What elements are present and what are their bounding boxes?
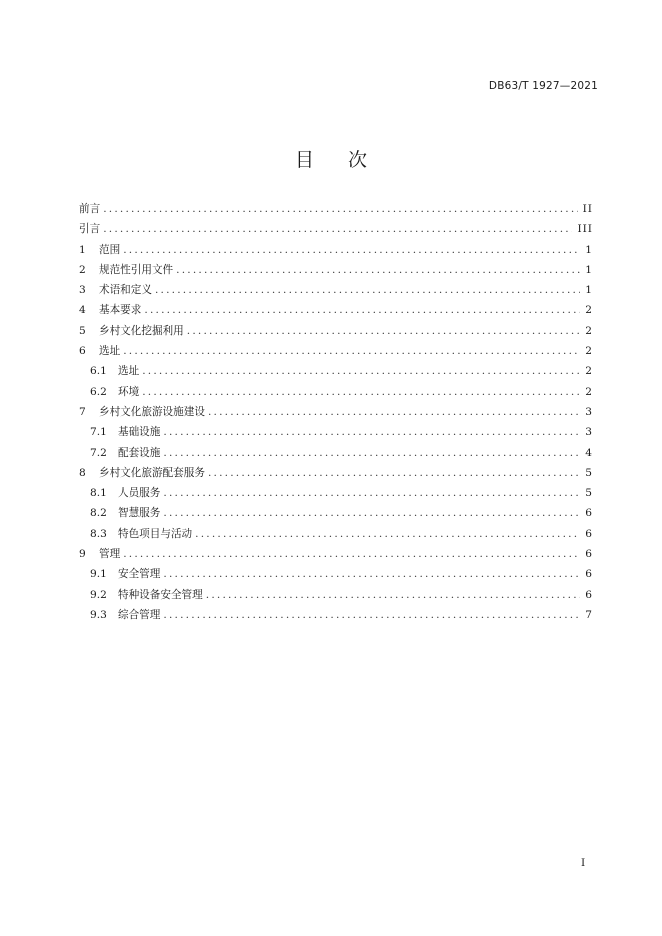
- toc-entry[interactable]: [79, 321, 593, 341]
- toc-entry-number: 9.2: [90, 588, 107, 601]
- toc-entry-number: 8: [79, 466, 86, 479]
- toc-entry-number: 9.1: [90, 568, 107, 581]
- toc-entry[interactable]: [79, 483, 593, 503]
- toc-entry-label: 安全管理: [118, 568, 161, 581]
- toc-entry-label: 选址: [99, 345, 121, 358]
- toc-entry-label: 乡村文化挖掘利用: [99, 324, 184, 337]
- toc-entry-label: 综合管理: [118, 608, 161, 621]
- toc-entry-number: 9.3: [90, 608, 107, 621]
- toc-entry[interactable]: [79, 300, 593, 320]
- toc-entry-label: 人员服务: [118, 487, 161, 500]
- toc-entry-label: 范围: [99, 243, 121, 256]
- toc-entry-page: 1: [585, 263, 593, 276]
- dot-leader: [142, 361, 580, 381]
- toc-entry-page: 6: [585, 568, 593, 581]
- toc-entry-number: 4: [79, 304, 86, 317]
- dot-leader: [123, 341, 580, 361]
- toc-entry-page: 1: [585, 284, 593, 297]
- dot-leader: [206, 585, 581, 605]
- toc-entry[interactable]: [79, 219, 593, 239]
- toc-entry-page: 5: [585, 466, 593, 479]
- toc-entry-page: 5: [585, 487, 593, 500]
- toc-entry[interactable]: [79, 280, 593, 300]
- toc-entry-label: 引言: [79, 223, 101, 236]
- toc-entry-number: 6.1: [90, 365, 107, 378]
- toc-entry-label: 基本要求: [99, 304, 142, 317]
- toc-entry[interactable]: [79, 605, 593, 625]
- toc-entry-label: 管理: [99, 548, 121, 561]
- dot-leader: [187, 321, 581, 341]
- dot-leader: [195, 524, 580, 544]
- toc-entry-label: 乡村文化旅游设施建设: [99, 405, 205, 418]
- toc-entry-page: 3: [585, 405, 593, 418]
- dot-leader: [163, 443, 580, 463]
- toc-entry-page: 3: [585, 426, 593, 439]
- toc-entry[interactable]: [79, 503, 593, 523]
- toc-entry-page: 2: [585, 365, 593, 378]
- toc-entry-page: 4: [585, 446, 593, 459]
- toc-entry-label: 特色项目与活动: [118, 527, 193, 540]
- toc-entry-page: 2: [585, 345, 593, 358]
- toc-entry-label: 术语和定义: [99, 284, 152, 297]
- toc-entry-number: 1: [79, 243, 86, 256]
- toc-entry[interactable]: [79, 341, 593, 361]
- toc-entry[interactable]: [79, 361, 593, 381]
- toc-entry[interactable]: [79, 382, 593, 402]
- toc-entry-number: 6: [79, 345, 86, 358]
- toc-entry-page: 6: [585, 507, 593, 520]
- page-title: [0, 145, 662, 172]
- toc-entry-label: 配套设施: [118, 446, 161, 459]
- toc-entry-number: 3: [79, 284, 86, 297]
- toc-entry-label: 基础设施: [118, 426, 161, 439]
- toc-entry-number: 2: [79, 263, 86, 276]
- toc-entry[interactable]: [79, 402, 593, 422]
- title-char-1: 目: [294, 149, 314, 171]
- table-of-contents: [79, 199, 593, 625]
- dot-leader: [163, 503, 580, 523]
- toc-entry-page: 1: [585, 243, 593, 256]
- toc-entry-label: 前言: [79, 203, 101, 215]
- toc-entry-number: 7.2: [90, 446, 107, 459]
- toc-entry-label: 规范性引用文件: [99, 263, 174, 276]
- toc-entry-number: 7.1: [90, 426, 107, 439]
- toc-entry-label: 选址: [118, 365, 140, 378]
- toc-entry-number: 6.2: [90, 385, 107, 398]
- toc-entry-page: 2: [585, 324, 593, 337]
- dot-leader: [123, 544, 580, 564]
- toc-entry-label: 乡村文化旅游配套服务: [99, 466, 205, 479]
- toc-entry-number: 7: [79, 405, 86, 418]
- title-char-2: 次: [348, 149, 368, 171]
- toc-entry-page: 6: [585, 527, 593, 540]
- toc-entry[interactable]: [79, 463, 593, 483]
- standard-code: DB63/T 1927—2021: [488, 80, 598, 92]
- dot-leader: [208, 463, 580, 483]
- toc-entry-page: 7: [585, 608, 593, 621]
- toc-entry-label: 特种设备安全管理: [118, 588, 203, 601]
- dot-leader: [208, 402, 580, 422]
- toc-entry[interactable]: [79, 564, 593, 584]
- dot-leader: [123, 240, 580, 260]
- toc-entry-number: 8.1: [90, 487, 107, 500]
- toc-entry-number: 8.3: [90, 527, 107, 540]
- toc-entry-page: 6: [585, 588, 593, 601]
- toc-entry-page: 2: [585, 385, 593, 398]
- dot-leader: [163, 605, 580, 625]
- toc-entry-page: II: [582, 203, 593, 215]
- toc-entry[interactable]: [79, 585, 593, 605]
- dot-leader: [163, 422, 580, 442]
- dot-leader: [144, 300, 580, 320]
- toc-entry[interactable]: [79, 524, 593, 544]
- dot-leader: [155, 280, 580, 300]
- toc-entry-page: 6: [585, 548, 593, 561]
- toc-entry-number: 9: [79, 548, 86, 561]
- toc-entry[interactable]: [79, 260, 593, 280]
- dot-leader: [103, 199, 577, 219]
- dot-leader: [142, 382, 580, 402]
- toc-entry[interactable]: [79, 443, 593, 463]
- toc-entry-number: 8.2: [90, 507, 107, 520]
- toc-entry[interactable]: [79, 240, 593, 260]
- toc-entry-number: 5: [79, 324, 86, 337]
- toc-entry-label: 智慧服务: [118, 507, 161, 520]
- dot-leader: [163, 564, 580, 584]
- toc-entry[interactable]: [79, 199, 593, 219]
- toc-entry-label: 环境: [118, 385, 140, 398]
- dot-leader: [103, 219, 572, 239]
- toc-entry-page: III: [577, 223, 593, 236]
- dot-leader: [163, 483, 580, 503]
- toc-entry[interactable]: [79, 544, 593, 564]
- toc-entry[interactable]: [79, 422, 593, 442]
- dot-leader: [176, 260, 580, 280]
- footer-page-number: I: [581, 857, 586, 869]
- toc-entry-page: 2: [585, 304, 593, 317]
